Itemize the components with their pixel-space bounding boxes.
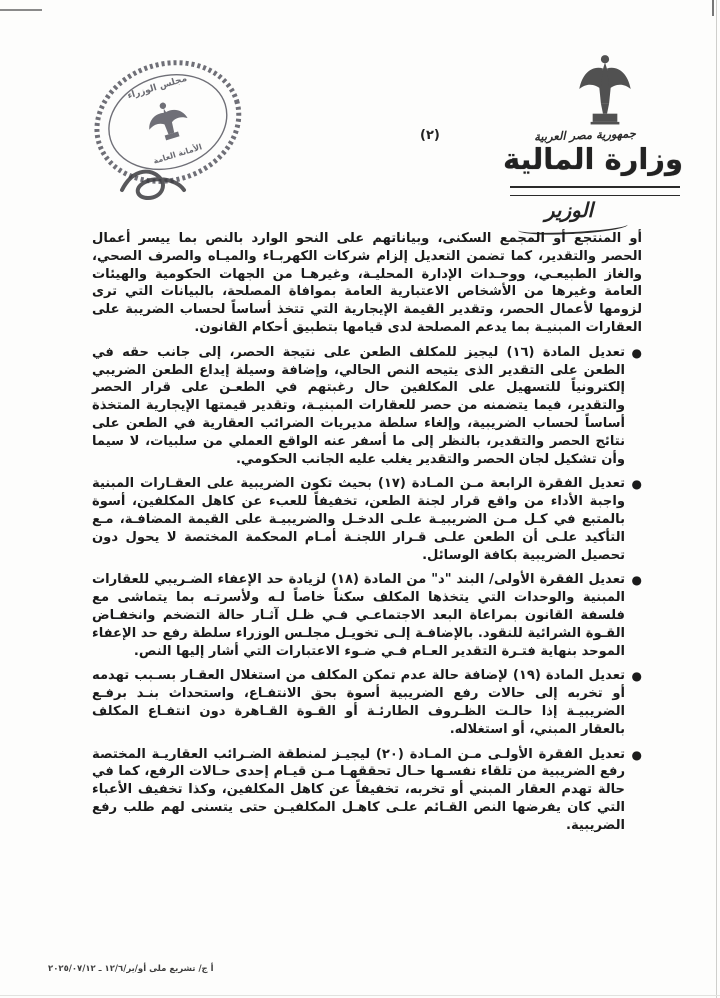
scan-edge-line bbox=[0, 995, 720, 996]
bullet-icon: ● bbox=[631, 573, 642, 588]
bullet-icon: ● bbox=[631, 345, 642, 360]
amendment-item bbox=[92, 344, 642, 469]
document-body bbox=[92, 230, 642, 842]
amendment-text: تعديل الفقرة الأولـى مـن المـادة (٢٠) ليجيـز لمنطقة الضـرائب العقاريـة المختصة رفع الضريبية من تلقاء نفسـها حـال تحققهـا مـن قيـام إحدى حـالات الرفع، كما في حالة تهدم العقار المبني أو تخربه، تخفيفاً عن كاهل المكلفين، وكذا تخفيف الأعباء التي كان يفرضها النص القـائم علـى كاهـل المكلفيـن حتى يتسنى لهم طلب رفع الضريبية. bbox=[92, 746, 625, 833]
bullet-icon: ● bbox=[631, 669, 642, 684]
egypt-eagle-icon bbox=[574, 52, 636, 126]
amendments-list bbox=[92, 344, 642, 835]
amendment-text: تعديل المادة (١٦) ليجيز للمكلف الطعن على نتيجة الحصر، إلى جانب حقه في الطعن على التقدير الذى يتيحه النص الحالي، وإضافة وسيلة إيداع الطعن الضريبي إلكترونياً للتسهيل على المكلفين حال رغبتهم في الطعـن على قرار الحصر والتقدير، فيما يتضمنه من حصر للعقارات المبنيـة، وتقدير قيمتها الإيجارية المتخذة أساساً لحساب الضريبية، وإلغاء سلطة مديريات الضرائب العقارية في الطعن على نتائج الحصر والتقدير، بالنظر إلى ما أسفر عنه الواقع العملي من سلبيات، لا سيما وأن تشكيل لجان الحصر والتقدير يغلب عليه الجانب الحكومي. bbox=[92, 344, 625, 467]
stamp-text-bottom: الأمانة العامة bbox=[152, 142, 204, 166]
scan-corner-mark bbox=[712, 0, 714, 16]
ministry-name-calligraphy: وزارة المالية bbox=[502, 142, 684, 176]
amendment-item bbox=[92, 571, 642, 660]
scan-corner-mark bbox=[0, 9, 42, 11]
amendment-text: تعديل الفقرة الرابعة مـن المـادة (١٧) بحيث تكون الضريبية على العقـارات المبنية واجبة الأداء من واقع قرار لجنة الطعن، تخفيفاً للعبء عن كاهل المكلفين، أسوة بالمتبع في كـل مـن الضريبيـة علـى الدخـل والضريبيـة على القيمة المضافـة، مـع التأكيد علـى أن الطعن علـى قـرار اللجنـة أمـام المحكمة المختصة لا يحول دون تحصيل الضريبية بكافة الوسائل. bbox=[92, 476, 625, 563]
ink-flourish bbox=[118, 160, 188, 208]
amendment-item bbox=[92, 667, 642, 738]
scan-edge-line bbox=[716, 0, 717, 998]
minister-title: الوزير bbox=[544, 198, 594, 222]
country-name-calligraphy: جمهورية مصر العربية bbox=[533, 126, 637, 144]
footer-reference: أ ج/ تشريع ملى أو/ير/١٢/٦ ـ ٢٠٢٥/٠٧/١٢ bbox=[48, 964, 214, 974]
intro-paragraph: أو المنتجع أو المجمع السكنى، وبياناتهم على النحو الوارد بالنص بما ييسر أعمال الحصر والتقدير، كما تضمن التعديل إلزام شركات الكهربـاء والميـاه والصرف الصحي، والغاز الطبيعـي، ووحـدات الإدارة المحليـة، وغيرهـا من الجهات الحكومية والهيئات العامة وغيرها من الأشخاص الاعتبارية العامة بموافاة المصلحة، بالبيانات التي ترى لزومها لأعمال الحصر، وتقدير القيمة الإيجارية التي تتخذ أساساً لحساب الضريبة على العقارات المبنيـة بما يدعم المصلحة لدى قيامها بتطبيق أحكام القانون. bbox=[92, 231, 642, 335]
amendment-item bbox=[92, 475, 642, 564]
stamp-eagle-icon bbox=[143, 97, 192, 144]
amendment-text: تعديل الفقرة الأولى/ البند "د" من المادة (١٨) لزيادة حد الإعفاء الضـريبي للعقارات المبنية والوحدات التي يتخذها المكلف سكناً خاصاً لـه ولأسرتـه بما يتماشى مع فلسفة القانون بمراعاة البعد الاجتماعـي فـي ظـل آثـار حالة التضخم وانخفـاض القـوة الشرائية للنقود. بالإضافـة إلـى تخويـل مجلـس الوزراء سلطة رفع حد الإعفاء الموحد بنهاية فتـرة التقدير العـام فـي ضـوء الاعتبارات التي أشار إليها النص. bbox=[92, 572, 626, 659]
amendment-text: تعديل المادة (١٩) لإضافة حالة عدم تمكن المكلف من استغلال العقـار بسـبب تهدمه أو تخربه إلى حالات رفع الضريبية أسوة بحق الانتفـاع، واستحداث بنـد برفـع الضريبيـة إذا حالـت الظـروف الطارئـة أو القـوة القـاهرة دون انتفـاع المكلف بالعقار المبني، أو استغلاله. bbox=[92, 668, 625, 737]
bullet-icon: ● bbox=[631, 477, 642, 492]
bullet-icon: ● bbox=[631, 747, 642, 762]
page-number: (٢) bbox=[420, 128, 440, 143]
amendment-item bbox=[92, 746, 642, 835]
calligraphy-underline bbox=[510, 186, 680, 196]
stamp-text-top: مجلس الوزراء bbox=[126, 73, 189, 102]
